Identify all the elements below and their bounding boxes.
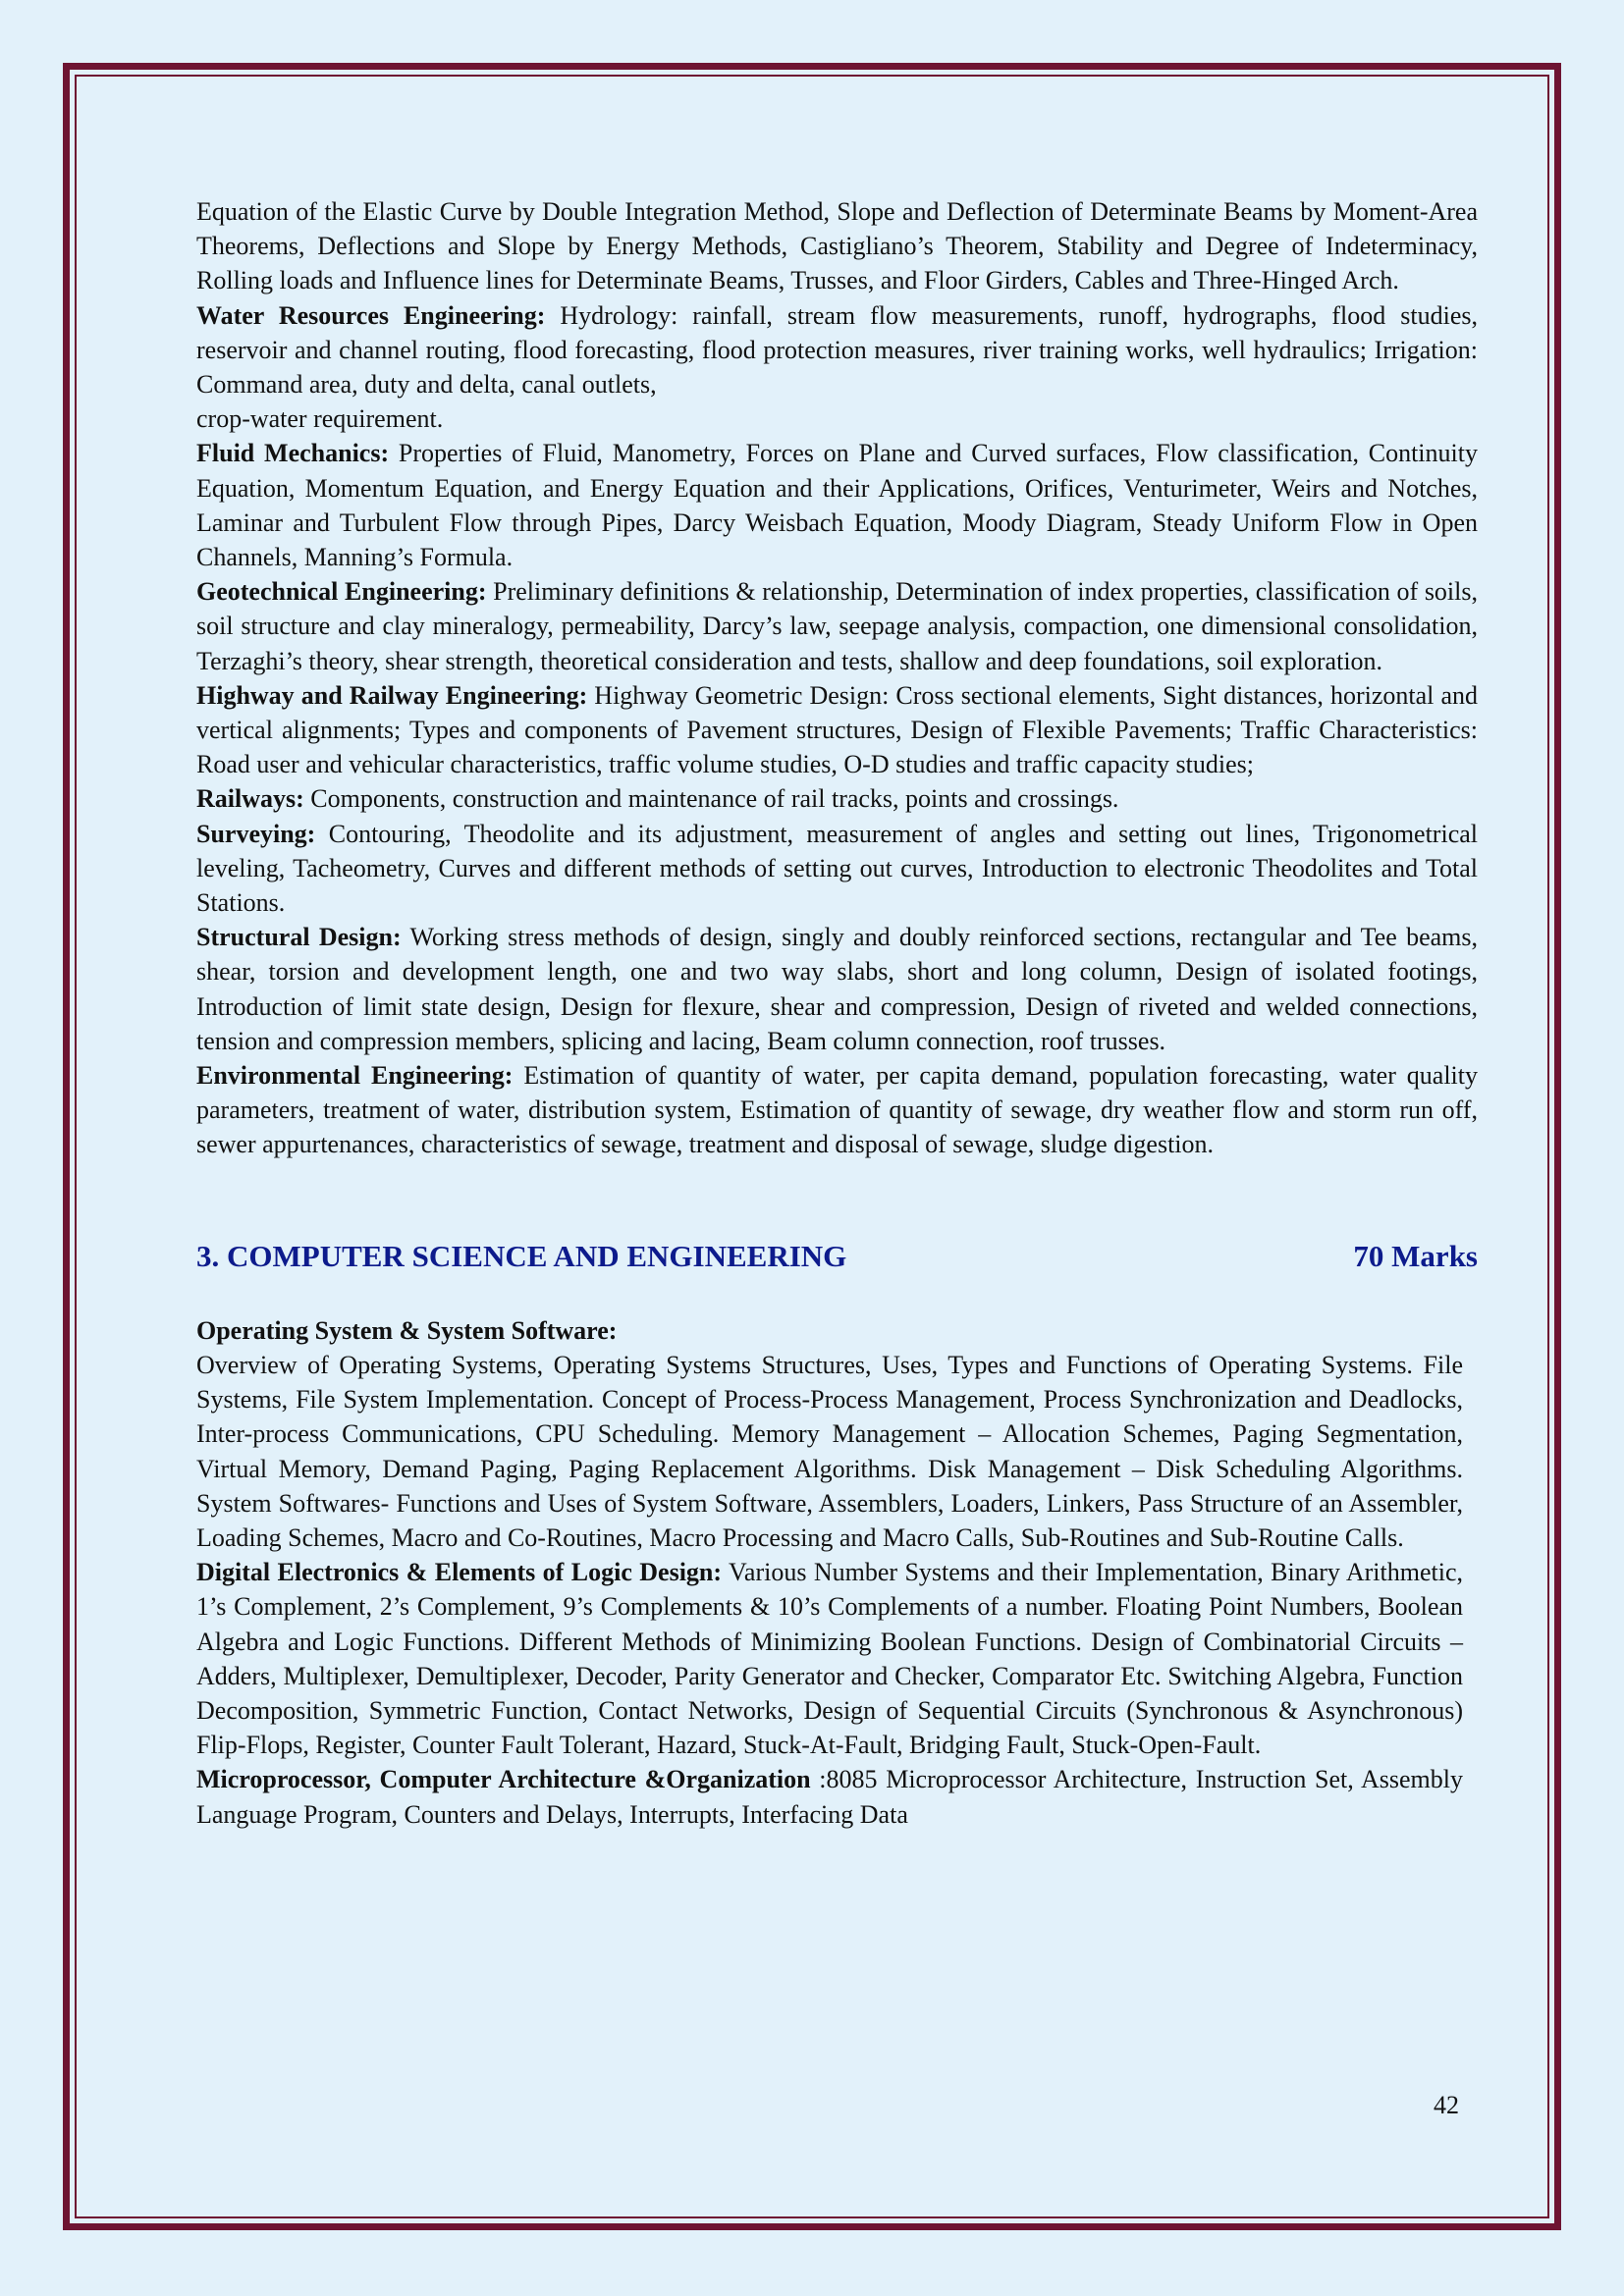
microprocessor-text: :8085 Microprocessor Architecture, Instruction Set, Assembly Language Program, Counters and Delays, Interrupts, Interfacing Data	[196, 1765, 1463, 1829]
highway-railway-paragraph	[196, 678, 1478, 782]
structural-design-paragraph	[196, 920, 1478, 1058]
civil-intro-paragraph: Equation of the Elastic Curve by Double Integration Method, Slope and Deflection of Determinate Beams by Moment-Area Theorems, Deflections and Slope by Energy Methods, Castigliano’s Theorem, Stability and Degree of Indeterminacy, Rolling loads and Influence lines for Determinate Beams, Trusses, and Floor Girders, Cables and Three-Hinged Arch.	[196, 197, 1478, 295]
environmental-text: Estimation of quantity of water, per capita demand, population forecasting, water quality parameters, treatment of water, distribution system, Estimation of quantity of sewage, dry weather flow and storm run off, sewer appurtenances, characteristics of sewage, treatment and disposal of sewage, sludge digestion.	[196, 1061, 1478, 1159]
fluid-mechanics-text: Properties of Fluid, Manometry, Forces on Plane and Curved surfaces, Flow classification, Continuity Equation, Momentum Equation, and Energy Equation and their Applications, Orifices, Venturimeter, Weirs and Notches, Laminar and Turbulent Flow through Pipes, Darcy Weisbach Equation, Moody Diagram, Steady Uniform Flow in Open Channels, Manning’s Formula.	[196, 439, 1478, 572]
cse-section	[196, 1313, 1463, 1832]
surveying-text: Contouring, Theodolite and its adjustment, measurement of angles and setting out lines, Trigonometrical leveling, Tacheometry, Curves and different methods of setting out curves, Introduction to electronic Theodolites and Total Stations.	[196, 819, 1478, 918]
microprocessor-label: Microprocessor, Computer Architecture &Organization	[196, 1765, 811, 1794]
fluid-mechanics-label: Fluid Mechanics:	[196, 439, 390, 468]
water-resources-label: Water Resources Engineering:	[196, 300, 546, 330]
section-marks: 70 Marks	[1353, 1238, 1478, 1273]
operating-system-heading: Operating System & System Software:	[196, 1315, 618, 1345]
geotechnical-label: Geotechnical Engineering:	[196, 577, 487, 607]
geotechnical-text: Preliminary definitions & relationship, Determination of index properties, classification of soils, soil structure and clay mineralogy, permeability, Darcy’s law, seepage analysis, compaction, one dimensional consolidation, Terzaghi’s theory, shear strength, theoretical consideration and tests, shallow and deep foundations, soil exploration.	[196, 577, 1478, 675]
water-resources-continuation: crop-water requirement.	[196, 404, 444, 434]
surveying-label: Surveying:	[196, 819, 316, 848]
environmental-label: Environmental Engineering:	[196, 1061, 514, 1091]
digital-electronics-text: Various Number Systems and their Implementation, Binary Arithmetic, 1’s Complement, 2’s Complement, 9’s Complements & 10’s Complements of a number. Floating Point Numbers, Boolean Algebra and Logic Functions. Different Methods of Minimizing Boolean Functions. Design of Combinatorial Circuits – Adders, Multiplexer, Demultiplexer, Decoder, Parity Generator and Checker, Comparator Etc. Switching Algebra, Function Decomposition, Symmetric Function, Contact Networks, Design of Sequential Circuits (Synchronous & Asynchronous) Flip-Flops, Register, Counter Fault Tolerant, Hazard, Stuck-At-Fault, Bridging Fault, Stuck-Open-Fault.	[196, 1558, 1463, 1760]
water-resources-text: Hydrology: rainfall, stream flow measurements, runoff, hydrographs, flood studies, reservoir and channel routing, flood forecasting, flood protection measures, river training works, well hydraulics; Irrigation: Command area, duty and delta, canal outlets,	[196, 300, 1478, 400]
section-heading	[196, 1237, 1478, 1276]
digital-electronics-paragraph	[196, 1555, 1463, 1762]
geotechnical-paragraph	[196, 574, 1478, 678]
water-resources-paragraph	[196, 298, 1478, 402]
page-content	[196, 194, 1478, 1832]
railways-label: Railways:	[196, 784, 304, 814]
fluid-mechanics-paragraph	[196, 436, 1478, 574]
digital-electronics-label: Digital Electronics & Elements of Logic Design:	[196, 1558, 723, 1587]
structural-design-label: Structural Design:	[196, 923, 402, 952]
surveying-paragraph	[196, 817, 1478, 921]
railways-text: Components, construction and maintenance of rail tracks, points and crossings.	[303, 784, 1119, 814]
highway-railway-label: Highway and Railway Engineering:	[196, 680, 588, 710]
section-title: 3. COMPUTER SCIENCE AND ENGINEERING	[196, 1238, 847, 1273]
microprocessor-paragraph	[196, 1762, 1463, 1831]
environmental-paragraph	[196, 1058, 1478, 1162]
structural-design-text: Working stress methods of design, singly and doubly reinforced sections, rectangular and Tee beams, shear, torsion and development length, one and two way slabs, short and long column, Design of isolated footings, Introduction of limit state design, Design for flexure, shear and compression, Design of riveted and welded connections, tension and compression members, splicing and lacing, Beam column connection, roof trusses.	[196, 923, 1479, 1055]
operating-system-paragraph: Overview of Operating Systems, Operating Systems Structures, Uses, Types and Functions of Operating Systems. File Systems, File System Implementation. Concept of Process-Process Management, Process Synchronization and Deadlocks, Inter-process Communications, CPU Scheduling. Memory Management – Allocation Schemes, Paging Segmentation, Virtual Memory, Demand Paging, Paging Replacement Algorithms. Disk Management – Disk Scheduling Algorithms. System Softwares- Functions and Uses of System Software, Assemblers, Loaders, Linkers, Pass Structure of an Assembler, Loading Schemes, Macro and Co-Routines, Macro Processing and Macro Calls, Sub-Routines and Sub-Routine Calls.	[196, 1350, 1463, 1552]
page-number: 42	[1434, 2091, 1459, 2119]
highway-railway-text: Highway Geometric Design: Cross sectional elements, Sight distances, horizontal and vertical alignments; Types and components of Pavement structures, Design of Flexible Pavements; Traffic Characteristics: Road user and vehicular characteristics, traffic volume studies, O-D studies and traffic capacity studies;	[196, 680, 1479, 779]
railways-paragraph	[196, 781, 1478, 816]
